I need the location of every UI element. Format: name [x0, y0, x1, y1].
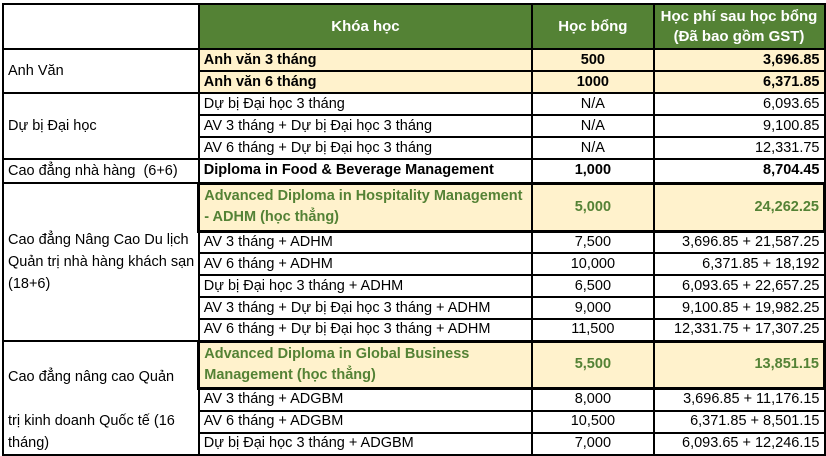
fee-cell: 6,371.85 + 18,192	[654, 253, 825, 275]
category-cell: Cao đẳng Nâng Cao Du lịch Quản trị nhà hàng khách sạn (18+6)	[3, 183, 199, 341]
course-cell: Dự bị Đại học 3 tháng + ADHM	[199, 275, 532, 297]
course-cell: Dự bị Đại học 3 tháng + ADGBM	[199, 433, 532, 455]
course-cell: Anh văn 6 tháng	[199, 71, 532, 93]
course-cell: AV 3 tháng + ADGBM	[199, 388, 532, 410]
fee-cell: 8,704.45	[654, 159, 825, 183]
course-cell: AV 6 tháng + Dự bị Đại học 3 tháng	[199, 137, 532, 159]
course-cell: Diploma in Food & Beverage Management	[199, 159, 532, 183]
scholarship-cell: 8,000	[532, 388, 653, 410]
fee-cell: 6,093.65 + 12,246.15	[654, 433, 825, 455]
course-cell: AV 6 tháng + ADHM	[199, 253, 532, 275]
header-fee-line2: (Đã bao gồm GST)	[673, 27, 805, 45]
scholarship-cell: 5,000	[532, 183, 653, 231]
course-cell: Advanced Diploma in Hospitality Management - ADHM (học thẳng)	[199, 183, 532, 231]
fee-cell: 12,331.75 + 17,307.25	[654, 319, 825, 341]
tuition-table	[2, 3, 826, 456]
fee-cell: 3,696.85	[654, 49, 825, 71]
scholarship-cell: 6,500	[532, 275, 653, 297]
course-cell: Advanced Diploma in Global Business Management (học thẳng)	[199, 341, 532, 388]
course-cell: AV 3 tháng + ADHM	[199, 231, 532, 253]
category-line2: trị kinh doanh Quốc tế (16	[8, 413, 175, 429]
course-cell: AV 3 tháng + Dự bị Đại học 3 tháng + ADHM	[199, 297, 532, 319]
scholarship-cell: 500	[532, 49, 653, 71]
category-cell: Dự bị Đại học	[3, 93, 199, 159]
header-scholarship: Học bổng	[532, 4, 653, 49]
fee-cell: 3,696.85 + 21,587.25	[654, 231, 825, 253]
category-cell: Cao đẳng nhà hàng (6+6)	[3, 159, 199, 183]
scholarship-cell: N/A	[532, 137, 653, 159]
category-cell	[3, 341, 199, 455]
scholarship-cell: 7,000	[532, 433, 653, 455]
scholarship-cell: 5,500	[532, 341, 653, 388]
scholarship-cell: 1,000	[532, 159, 653, 183]
fee-cell: 9,100.85 + 19,982.25	[654, 297, 825, 319]
table-row	[3, 49, 825, 71]
scholarship-cell: 10,500	[532, 411, 653, 433]
fee-cell: 9,100.85	[654, 115, 825, 137]
fee-cell: 6,371.85	[654, 71, 825, 93]
fee-cell: 6,093.65 + 22,657.25	[654, 275, 825, 297]
header-row	[3, 4, 825, 49]
fee-cell: 3,696.85 + 11,176.15	[654, 388, 825, 410]
course-cell: AV 3 tháng + Dự bị Đại học 3 tháng	[199, 115, 532, 137]
fee-cell: 24,262.25	[654, 183, 825, 231]
header-fee-line1: Học phí sau học bổng	[660, 7, 818, 25]
scholarship-cell: N/A	[532, 115, 653, 137]
scholarship-cell: N/A	[532, 93, 653, 115]
table-row	[3, 159, 825, 183]
course-cell: Dự bị Đại học 3 tháng	[199, 93, 532, 115]
fee-cell: 6,093.65	[654, 93, 825, 115]
category-cell: Anh Văn	[3, 49, 199, 93]
course-cell: Anh văn 3 tháng	[199, 49, 532, 71]
scholarship-cell: 11,500	[532, 319, 653, 341]
scholarship-cell: 7,500	[532, 231, 653, 253]
fee-cell: 13,851.15	[654, 341, 825, 388]
header-fee	[654, 4, 825, 49]
table-row-highlight	[3, 341, 825, 388]
header-category	[3, 4, 199, 49]
course-cell: AV 6 tháng + Dự bị Đại học 3 tháng + ADHM	[199, 319, 532, 341]
scholarship-cell: 10,000	[532, 253, 653, 275]
table-row	[3, 93, 825, 115]
header-course: Khóa học	[199, 4, 532, 49]
fee-cell: 12,331.75	[654, 137, 825, 159]
table-row-highlight	[3, 183, 825, 231]
scholarship-cell: 9,000	[532, 297, 653, 319]
category-line3: tháng)	[8, 435, 50, 451]
fee-cell: 6,371.85 + 8,501.15	[654, 411, 825, 433]
course-cell: AV 6 tháng + ADGBM	[199, 411, 532, 433]
category-line1: Cao đẳng nâng cao Quản	[8, 369, 175, 385]
scholarship-cell: 1000	[532, 71, 653, 93]
